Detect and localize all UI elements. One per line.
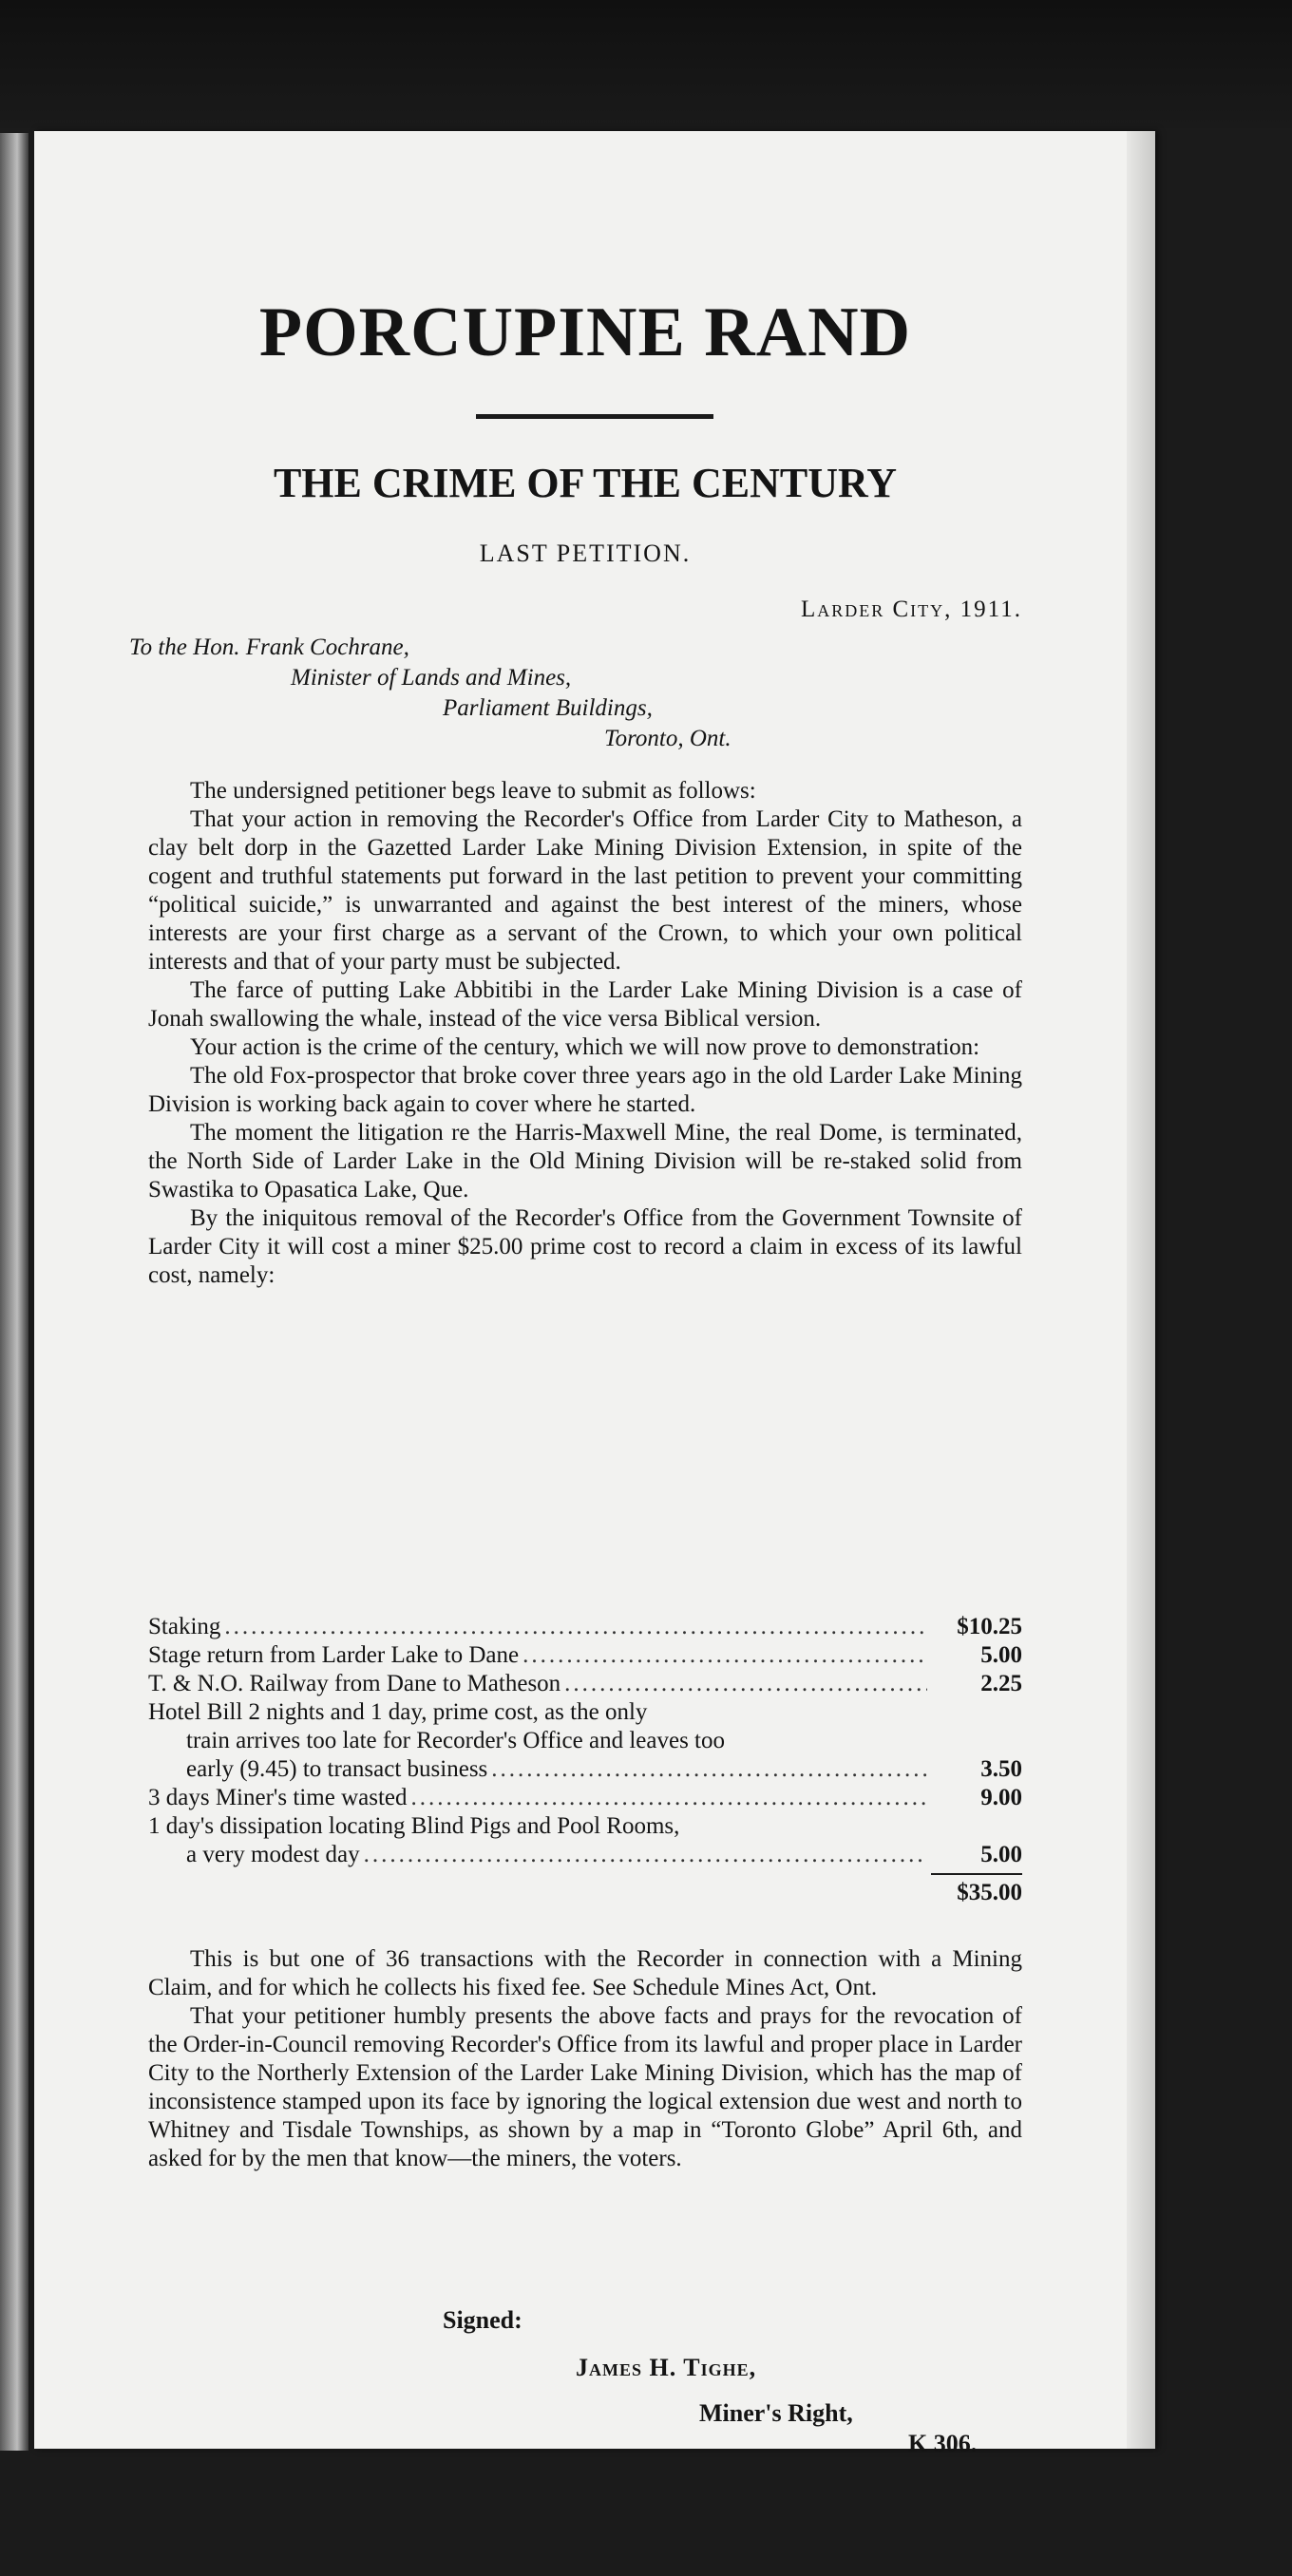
- address-line-3: Parliament Buildings,: [443, 695, 653, 721]
- paragraph: The old Fox-prospector that broke cover three years ago in the old Larder Lake Mining Division is working back again to cover where he started.: [148, 1063, 1022, 1117]
- address-line-4: Toronto, Ont.: [604, 726, 732, 751]
- signed-label: Signed:: [443, 2306, 522, 2334]
- closing-body: [148, 1945, 1022, 2173]
- cost-label: early (9.45) to transact business: [186, 1756, 488, 1782]
- cost-label: 3 days Miner's time wasted: [148, 1785, 408, 1810]
- leader-dots: [224, 1613, 927, 1641]
- address-line-2: Minister of Lands and Mines,: [291, 665, 572, 691]
- title-rule: [476, 414, 713, 419]
- leader-dots: [411, 1784, 927, 1812]
- document-page: [34, 131, 1155, 2457]
- cost-total: $35.00: [957, 1880, 1022, 1905]
- cost-row: [148, 1613, 1022, 1641]
- cost-amount: 3.50: [980, 1756, 1022, 1782]
- paragraph: That your action in removing the Recorder's Office from Larder City to Matheson, a clay belt dorp in the Gazetted Larder Lake Mining Division Extension, in spite of the cogent and truthful statements put forward in the last petition to prevent your committing “political suicide,” is unwarranted and against the best interest of the miners, whose interests are your first charge as a servant of the Crown, to which your own political interests and that of your party must be subjected.: [148, 806, 1022, 975]
- cost-row: [148, 1755, 1022, 1784]
- leader-dots: [522, 1641, 927, 1670]
- paragraph: This is but one of 36 transactions with the Recorder in connection with a Mining Claim, and for which he collects his fixed fee. See Schedule Mines Act, Ont.: [148, 1946, 1022, 2000]
- document-title: PORCUPINE RAND: [258, 294, 912, 371]
- cost-label-line: train arrives too late for Recorder's Office and leaves too: [186, 1728, 726, 1753]
- cost-row: [148, 1784, 1022, 1812]
- cost-amount: 2.25: [980, 1671, 1022, 1696]
- cost-row: [148, 1841, 1022, 1869]
- petition-label: LAST PETITION.: [479, 540, 692, 567]
- paragraph: The moment the litigation re the Harris-Maxwell Mine, the real Dome, is terminated, the North Side of Larder Lake in the Old Mining Division will be re-staked solid from Swastika to Opasatica Lake, Que.: [148, 1120, 1022, 1203]
- cost-amount: 5.00: [980, 1642, 1022, 1668]
- cost-table: [148, 1613, 1022, 1907]
- paragraph: That your petitioner humbly presents the above facts and prays for the revocation of the Order-in-Council removing Recorder's Office from its lawful and proper place in Larder City to the Northerly Extension of the Larder Lake Mining Division, which has the map of inconsistence stamped upon its face by ignoring the logical extension due west and north to Whitney and Tisdale Townships, as shown by a map in “Toronto Globe” April 6th, and asked for by the men that know—the miners, the voters.: [148, 2003, 1022, 2171]
- scan-background: [0, 0, 1292, 128]
- paragraph: Your action is the crime of the century, which we will now prove to demonstration:: [190, 1034, 980, 1060]
- cost-label-line: 1 day's dissipation locating Blind Pigs and Pool Rooms,: [148, 1813, 680, 1839]
- cost-row: [148, 1670, 1022, 1698]
- cost-label: a very modest day: [186, 1842, 360, 1867]
- dateline: Larder City, 1911.: [800, 597, 1022, 622]
- cost-amount: $10.25: [957, 1614, 1022, 1639]
- petition-body: [148, 777, 1022, 1290]
- previous-page-edge: [0, 133, 28, 2451]
- cost-label: Stage return from Larder Lake to Dane: [148, 1642, 520, 1668]
- paragraph: By the iniquitous removal of the Recorder's Office from the Government Townsite of Larder City it will cost a miner $25.00 prime cost to record a claim in excess of its lawful cost, namely:: [148, 1205, 1022, 1288]
- paragraph: The undersigned petitioner begs leave to submit as follows:: [190, 778, 756, 804]
- cost-row: [148, 1641, 1022, 1670]
- cost-label: Staking: [148, 1614, 221, 1639]
- page-edge: [1127, 131, 1155, 2449]
- signatory-name: James H. Tighe,: [576, 2354, 757, 2381]
- total-rule: [931, 1873, 1022, 1875]
- paragraph: The farce of putting Lake Abbitibi in the Larder Lake Mining Division is a case of Jonah swallowing the whale, instead of the vice versa Biblical version.: [148, 977, 1022, 1032]
- document-subtitle: THE CRIME OF THE CENTURY: [273, 460, 898, 506]
- address-line-1: To the Hon. Frank Cochrane,: [129, 635, 409, 660]
- cost-label-line: Hotel Bill 2 nights and 1 day, prime cost, as the only: [148, 1699, 648, 1725]
- cost-amount: 5.00: [980, 1842, 1022, 1867]
- signatory-role: Miner's Right,: [699, 2399, 853, 2427]
- leader-dots: [491, 1755, 927, 1784]
- cost-amount: 9.00: [980, 1785, 1022, 1810]
- leader-dots: [564, 1670, 927, 1698]
- leader-dots: [364, 1841, 927, 1869]
- cost-label: T. & N.O. Railway from Dane to Matheson: [148, 1671, 561, 1696]
- signatory-number: K 306.: [908, 2430, 978, 2457]
